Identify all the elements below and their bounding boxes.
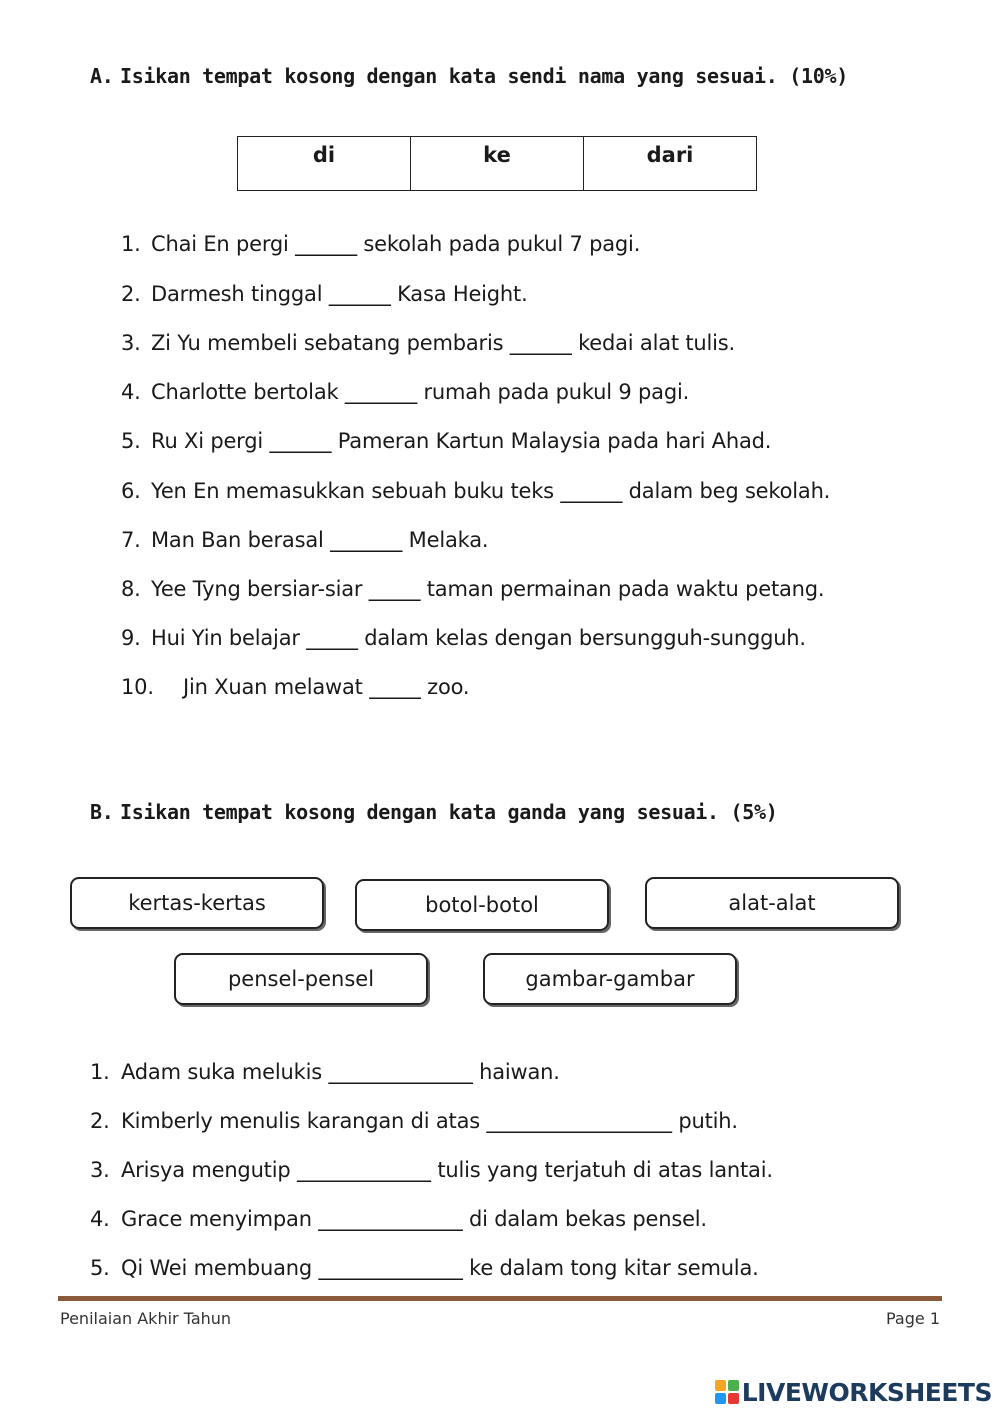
question-text: Adam suka melukis ______________ haiwan. [121, 1060, 560, 1084]
section-a-heading [90, 64, 848, 88]
page-number: Page 1 [886, 1309, 940, 1328]
question-number: 4. [121, 380, 141, 404]
question-a-7 [121, 528, 488, 552]
question-a-1 [121, 232, 640, 256]
question-a-4 [121, 380, 689, 404]
question-number: 8. [121, 577, 141, 601]
question-text: Yee Tyng bersiar-siar _____ taman permainan pada waktu petang. [151, 577, 825, 601]
footer-divider [58, 1296, 942, 1301]
question-number: 6. [121, 479, 141, 503]
question-text: Yen En memasukkan sebuah buku teks ______ dalam beg sekolah. [151, 479, 831, 503]
word-bank-cell: ke [411, 137, 584, 191]
section-b-heading [90, 800, 778, 824]
section-a-label: A. [90, 64, 114, 88]
question-text: Arisya mengutip _____________ tulis yang terjatuh di atas lantai. [121, 1158, 773, 1182]
word-box: alat-alat [645, 877, 899, 929]
logo-square [715, 1380, 726, 1391]
section-b-label: B. [90, 800, 114, 824]
word-box: pensel-pensel [174, 953, 428, 1005]
section-b-title: Isikan tempat kosong dengan kata ganda yang sesuai. (5%) [120, 800, 778, 824]
question-a-6 [121, 479, 830, 503]
question-text: Charlotte bertolak _______ rumah pada pukul 9 pagi. [151, 380, 690, 404]
word-box: gambar-gambar [483, 953, 737, 1005]
question-number: 5. [121, 429, 141, 453]
question-number: 1. [121, 232, 141, 256]
question-text: Chai En pergi ______ sekolah pada pukul 7 pagi. [151, 232, 641, 256]
brand-name: LIVEWORKSHEETS [741, 1377, 992, 1407]
question-text: Zi Yu membeli sebatang pembaris ______ kedai alat tulis. [151, 331, 736, 355]
word-bank-cell: di [238, 137, 411, 191]
question-a-5 [121, 429, 771, 453]
question-number: 2. [90, 1109, 110, 1133]
question-number: 2. [121, 282, 141, 306]
question-number: 4. [90, 1207, 110, 1231]
question-b-5 [90, 1256, 759, 1280]
word-box: kertas-kertas [70, 877, 324, 929]
question-a-9 [121, 626, 806, 650]
question-number: 1. [90, 1060, 110, 1084]
question-b-3 [90, 1158, 773, 1182]
question-text: Darmesh tinggal ______ Kasa Height. [151, 282, 528, 306]
section-a-title: Isikan tempat kosong dengan kata sendi nama yang sesuai. (10%) [120, 64, 848, 88]
liveworksheets-brand[interactable] [715, 1377, 992, 1407]
question-a-3 [121, 331, 735, 355]
question-number: 7. [121, 528, 141, 552]
question-b-2 [90, 1109, 738, 1133]
word-box: botol-botol [355, 879, 609, 931]
question-text: Grace menyimpan ______________ di dalam bekas pensel. [121, 1207, 707, 1231]
word-bank-table [237, 136, 757, 191]
question-a-10 [121, 675, 469, 699]
liveworksheets-logo-icon [715, 1380, 739, 1404]
footer-title: Penilaian Akhir Tahun [60, 1309, 232, 1328]
logo-square [728, 1380, 739, 1391]
question-text: Hui Yin belajar _____ dalam kelas dengan bersungguh-sungguh. [151, 626, 806, 650]
question-text: Man Ban berasal _______ Melaka. [151, 528, 489, 552]
question-number: 10. [121, 675, 154, 699]
question-number: 5. [90, 1256, 110, 1280]
question-number: 9. [121, 626, 141, 650]
logo-square [728, 1393, 739, 1404]
question-a-8 [121, 577, 824, 601]
question-text: Kimberly menulis karangan di atas __________________ putih. [121, 1109, 738, 1133]
word-bank-cell: dari [584, 137, 757, 191]
question-b-1 [90, 1060, 560, 1084]
question-text: Qi Wei membuang ______________ ke dalam tong kitar semula. [121, 1256, 759, 1280]
logo-square [715, 1393, 726, 1404]
question-text: Jin Xuan melawat _____ zoo. [183, 675, 470, 699]
question-text: Ru Xi pergi ______ Pameran Kartun Malaysia pada hari Ahad. [151, 429, 772, 453]
question-a-2 [121, 282, 528, 306]
question-b-4 [90, 1207, 707, 1231]
question-number: 3. [90, 1158, 110, 1182]
question-number: 3. [121, 331, 141, 355]
